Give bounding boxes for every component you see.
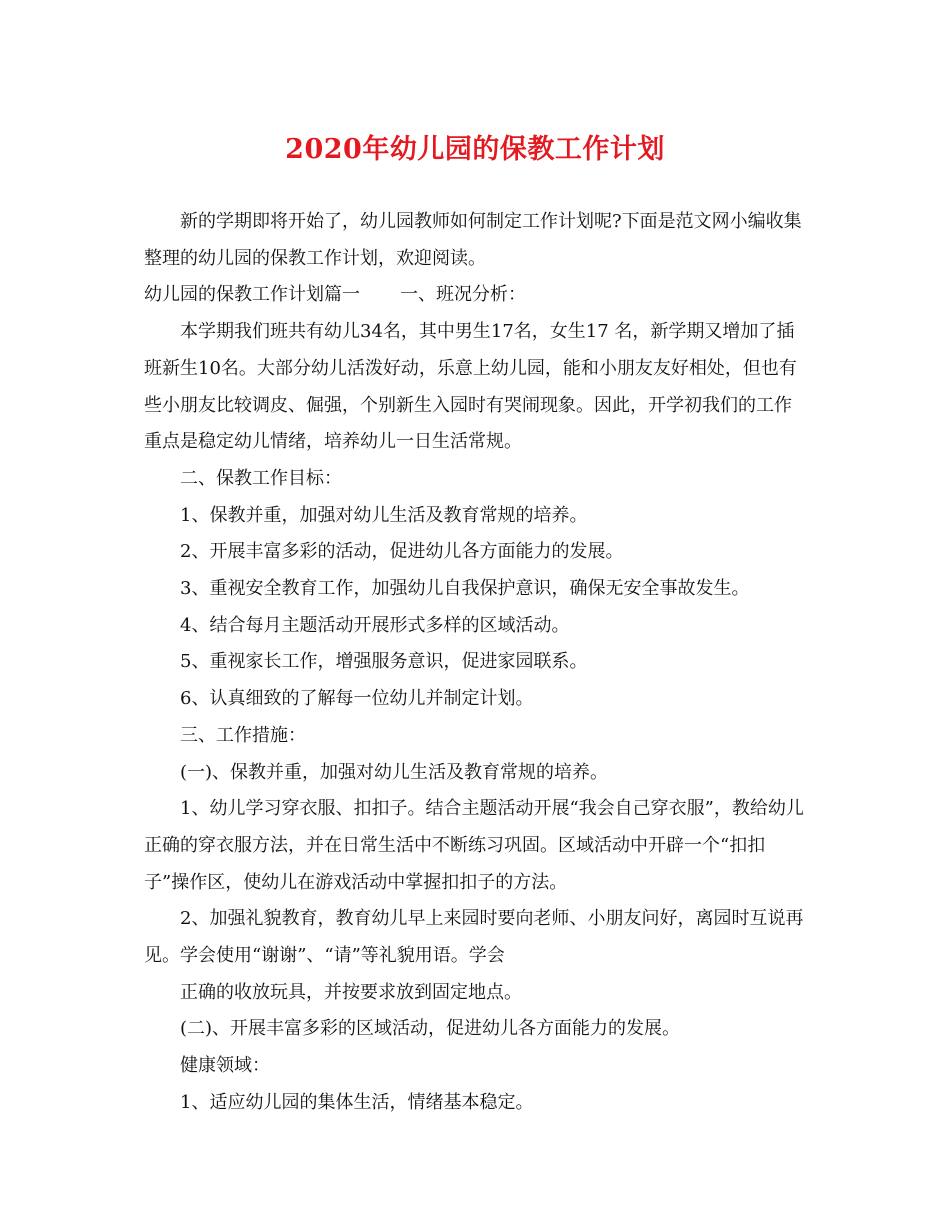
goal-item: 4、结合每月主题活动开展形式多样的区域活动。: [180, 614, 570, 636]
goal-item: 2、开展丰富多彩的活动，促进幼儿各方面能力的发展。: [180, 541, 624, 563]
section-heading: [144, 277, 808, 314]
goals-heading: 二、保教工作目标：: [180, 467, 342, 489]
document-body: [144, 204, 808, 1122]
measure-1-item-2: 2、加强礼貌教育，教育幼儿早上来园时要向老师、小朋友问好，离园时互说再见。学会使用“谢谢”、“请”等礼貌用语。学会: [144, 908, 804, 967]
section-heading-right: 一、班况分析：: [400, 284, 526, 306]
goal-item: 6、认真细致的了解每一位幼儿并制定计划。: [180, 688, 534, 710]
measure-1-item-1: 1、幼儿学习穿衣服、扣扣子。结合主题活动开展“我会自己穿衣服”，教给幼儿正确的穿衣服方法，并在日常生活中不断练习巩固。区域活动中开辟一个“扣扣子”操作区，使幼儿在游戏活动中掌握扣扣子的方法。: [144, 798, 804, 893]
health-heading: 健康领域：: [180, 1055, 270, 1077]
intro-paragraph: 新的学期即将开始了，幼儿园教师如何制定工作计划呢?下面是范文网小编收集整理的幼儿园的保教工作计划，欢迎阅读。: [144, 211, 802, 269]
measures-heading: 三、工作措施：: [180, 724, 306, 746]
measure-1-heading: (一)、保教并重，加强对幼儿生活及教育常规的培养。: [180, 761, 609, 783]
class-analysis-paragraph: 本学期我们班共有幼儿34名，其中男生17名，女生17 名，新学期又增加了插班新生10名。大部分幼儿活泼好动，乐意上幼儿园，能和小朋友友好相处，但也有些小朋友比较调皮、倔强，个别新生入园时有哭闹现象。因此，开学初我们的工作重点是稳定幼儿情绪，培养幼儿一日生活常规。: [144, 321, 797, 453]
document-title: 2020年幼儿园的保教工作计划: [285, 134, 665, 165]
health-item-1: 1、适应幼儿园的集体生活，情绪基本稳定。: [180, 1091, 534, 1113]
goal-item: 5、重视家长工作，增强服务意识，促进家园联系。: [180, 651, 588, 673]
section-heading-left: 幼儿园的保教工作计划篇一: [144, 284, 360, 306]
goal-item: 1、保教并重，加强对幼儿生活及教育常规的培养。: [180, 504, 588, 526]
measure-1-item-2-continued: 正确的收放玩具，并按要求放到固定地点。: [180, 981, 522, 1003]
measure-2-heading: (二)、开展丰富多彩的区域活动，促进幼儿各方面能力的发展。: [180, 1018, 681, 1040]
goal-item: 3、重视安全教育工作，加强幼儿自我保护意识，确保无安全事故发生。: [180, 578, 750, 600]
